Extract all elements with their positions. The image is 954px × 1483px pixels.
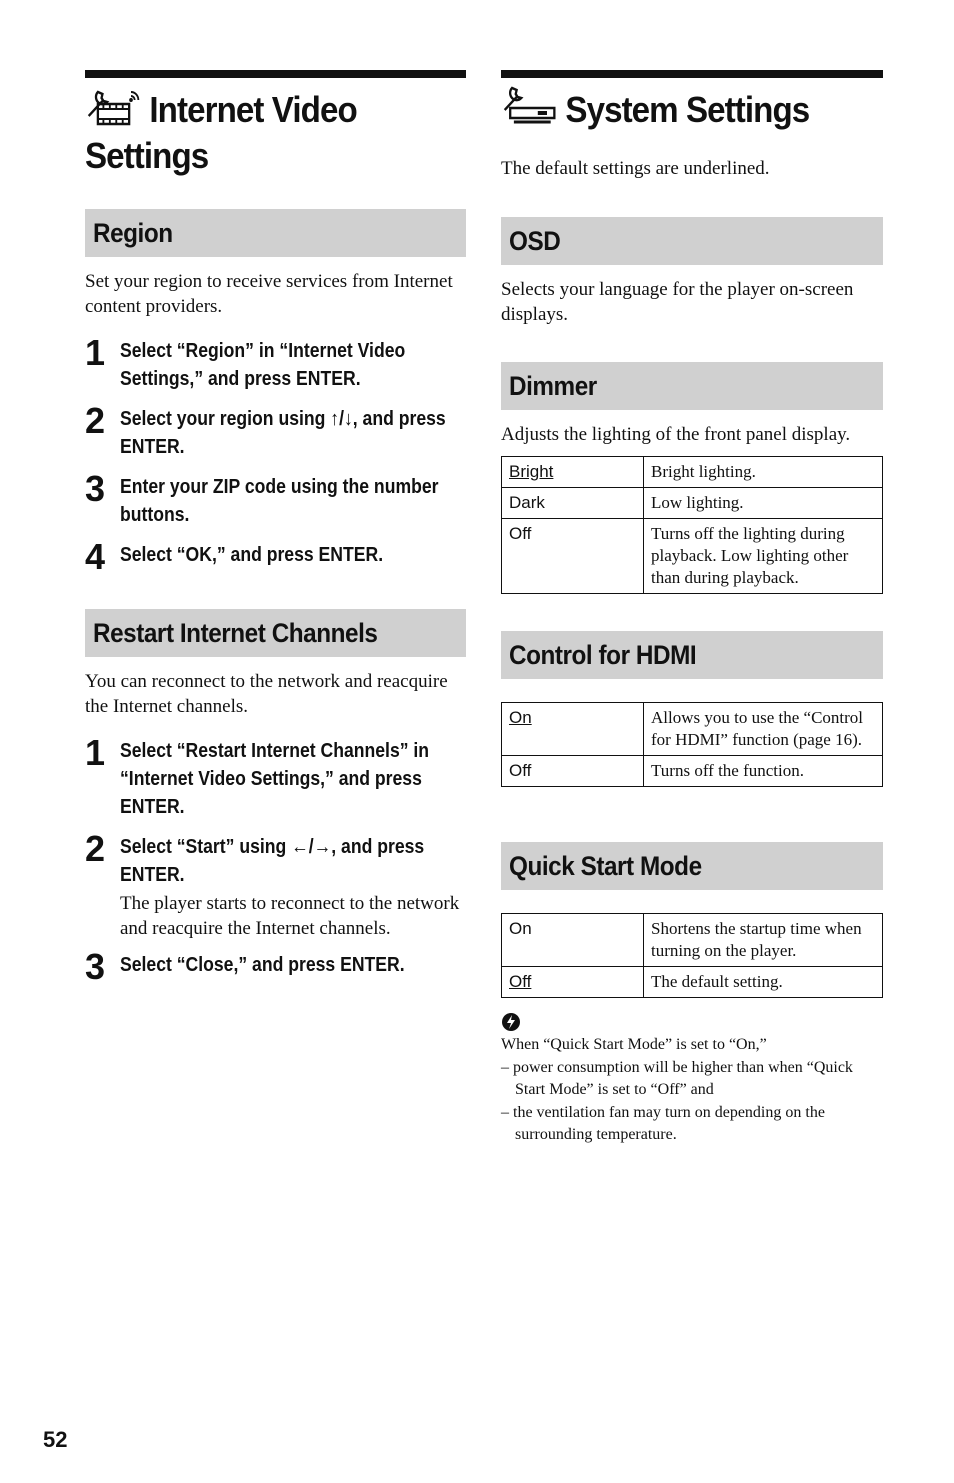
- option-desc: The default setting.: [644, 967, 883, 998]
- restart-channels-heading: Restart Internet Channels: [85, 609, 466, 657]
- table-row: [502, 914, 883, 967]
- title-line-2: Settings: [85, 135, 209, 176]
- left-right-arrow-icon: ←/→: [291, 836, 332, 858]
- internet-video-title: [85, 86, 436, 177]
- step-text: Select “Start” using ←/→, and press ENTER.: [120, 836, 425, 886]
- step-number: 1: [85, 732, 106, 773]
- table-row: [502, 703, 883, 756]
- region-step-2: [85, 400, 466, 461]
- title-text: System Settings: [565, 89, 810, 130]
- system-settings-column: [501, 70, 883, 1143]
- option-key: On: [502, 914, 644, 967]
- region-intro: Set your region to receive services from Internet content providers.: [85, 271, 453, 317]
- hint-item: – the ventilation fan may turn on depending on the surrounding temperature.: [501, 1103, 825, 1143]
- restart-step-1: [85, 732, 466, 821]
- hint-block: [501, 1012, 883, 1147]
- system-settings-icon: [501, 86, 558, 135]
- option-desc: Allows you to use the “Control for HDMI” function (page 16).: [644, 703, 883, 756]
- table-row: [502, 488, 883, 519]
- table-row: [502, 756, 883, 787]
- title-rule: [85, 70, 466, 78]
- step-detail: The player starts to reconnect to the network and reacquire the Internet channels.: [120, 893, 460, 939]
- dimmer-heading: Dimmer: [501, 362, 883, 410]
- step-text: Select “Close,” and press ENTER.: [120, 954, 405, 976]
- option-key: Off: [502, 756, 644, 787]
- table-row: [502, 457, 883, 488]
- osd-section: [501, 217, 883, 327]
- option-desc: Low lighting.: [644, 488, 883, 519]
- control-for-hdmi-heading: Control for HDMI: [501, 631, 883, 679]
- step-number: 3: [85, 946, 106, 987]
- system-settings-title: [501, 86, 852, 135]
- quick-start-mode-heading: Quick Start Mode: [501, 842, 883, 890]
- hint-icon: [501, 1012, 883, 1034]
- page-number: 52: [43, 1427, 68, 1452]
- hint-item: – power consumption will be higher than when “Quick Start Mode” is set to “Off” and: [501, 1058, 853, 1098]
- defaults-note: The default settings are underlined.: [501, 158, 770, 179]
- step-number: 4: [85, 536, 106, 577]
- option-key: Off: [502, 967, 644, 998]
- table-row: [502, 519, 883, 594]
- restart-step-2: [85, 828, 466, 941]
- region-step-4: [85, 536, 466, 577]
- restart-channels-section: [85, 609, 466, 987]
- quick-start-options-table: [501, 913, 883, 998]
- step-text: Enter your ZIP code using the number buttons.: [120, 476, 439, 526]
- dimmer-section: [501, 362, 883, 594]
- step-number: 2: [85, 400, 106, 441]
- osd-heading: OSD: [501, 217, 883, 265]
- option-key: On: [502, 703, 644, 756]
- step-number: 1: [85, 332, 106, 373]
- step-text: Select “OK,” and press ENTER.: [120, 544, 384, 566]
- control-for-hdmi-section: [501, 631, 883, 787]
- dimmer-text: Adjusts the lighting of the front panel display.: [501, 424, 851, 445]
- hdmi-options-table: [501, 702, 883, 787]
- option-desc: Shortens the startup time when turning on the player.: [644, 914, 883, 967]
- option-desc: Turns off the function.: [644, 756, 883, 787]
- title-line-1: Internet Video: [149, 89, 357, 130]
- region-section: [85, 209, 466, 577]
- option-key: Dark: [502, 488, 644, 519]
- option-desc: Bright lighting.: [644, 457, 883, 488]
- option-key: Off: [502, 519, 644, 594]
- option-desc: Turns off the lighting during playback. Low lighting other than during playback.: [644, 519, 883, 594]
- up-down-arrow-icon: ↑/↓: [330, 408, 353, 430]
- title-rule: [501, 70, 883, 78]
- option-key: Bright: [502, 457, 644, 488]
- step-number: 3: [85, 468, 106, 509]
- hint-line: When “Quick Start Mode” is set to “On,”: [501, 1036, 767, 1053]
- restart-step-3: [85, 946, 466, 987]
- step-number: 2: [85, 828, 106, 869]
- step-text: Select “Restart Internet Channels” in “Internet Video Settings,” and press ENTER.: [120, 740, 430, 818]
- internet-video-settings-icon: [85, 86, 142, 135]
- region-step-3: [85, 468, 466, 529]
- step-text: Select “Region” in “Internet Video Settings,” and press ENTER.: [120, 340, 406, 390]
- quick-start-mode-section: [501, 842, 883, 1147]
- osd-text: Selects your language for the player on-screen displays.: [501, 279, 854, 325]
- restart-intro: You can reconnect to the network and reacquire the Internet channels.: [85, 671, 448, 717]
- internet-video-settings-column: [85, 70, 466, 987]
- region-heading: Region: [85, 209, 466, 257]
- region-step-1: [85, 332, 466, 393]
- table-row: [502, 967, 883, 998]
- dimmer-options-table: [501, 456, 883, 594]
- step-text: Select your region using ↑/↓, and press ENTER.: [120, 408, 446, 458]
